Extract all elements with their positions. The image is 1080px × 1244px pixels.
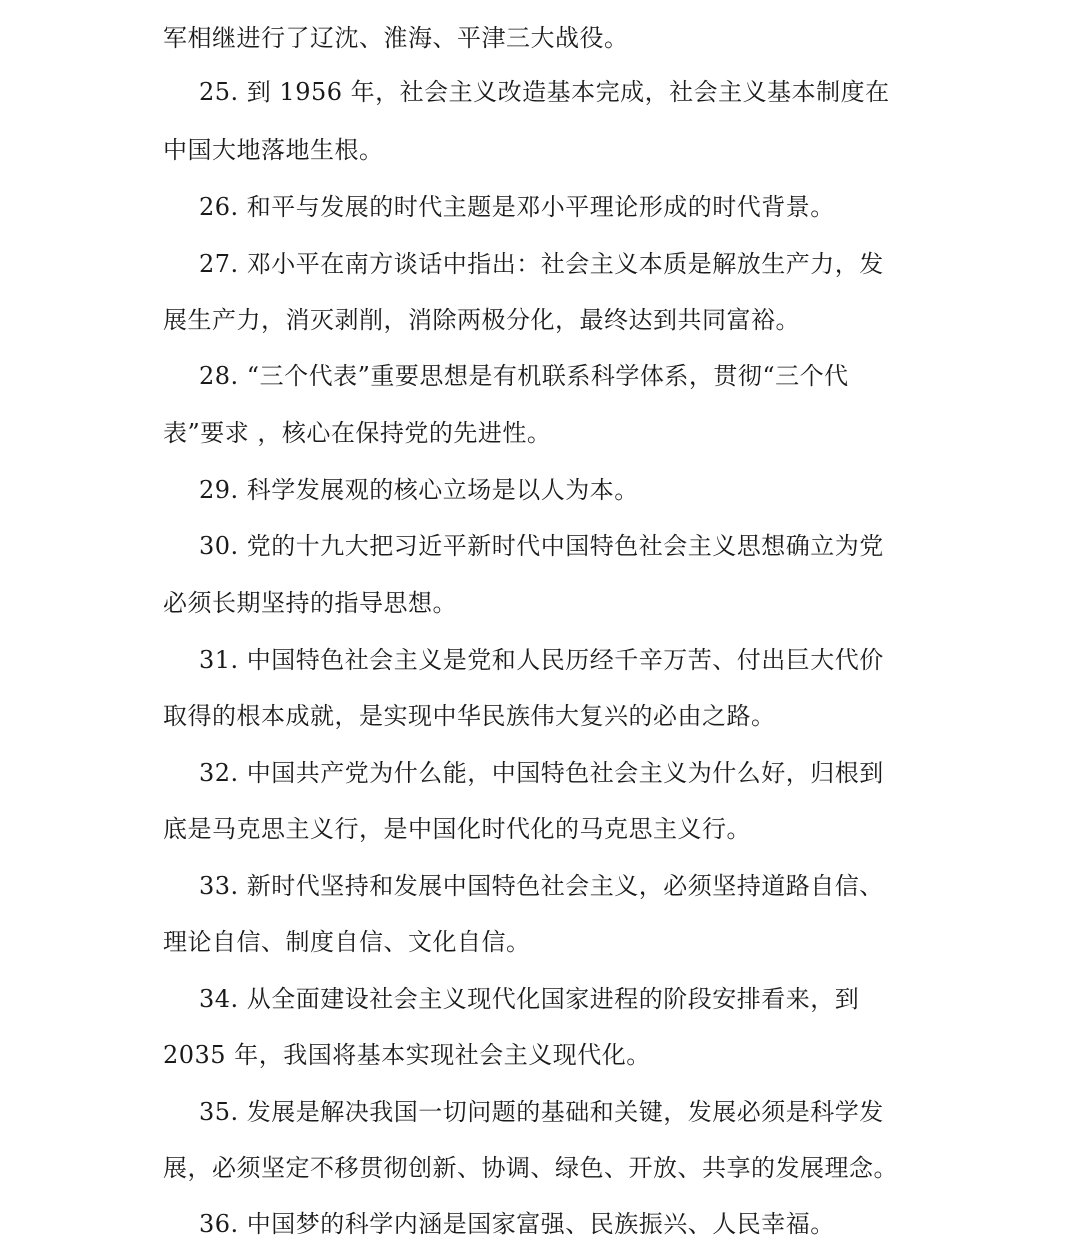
text-line: 34. 从全面建设社会主义现代化国家进程的阶段安排看来，到 (199, 985, 860, 1013)
text-line: 26. 和平与发展的时代主题是邓小平理论形成的时代背景。 (199, 193, 835, 221)
text-line: 2035 年，我国将基本实现社会主义现代化。 (163, 1041, 651, 1069)
text-line: 35. 发展是解决我国一切问题的基础和关键，发展必须是科学发 (199, 1098, 884, 1126)
text-line: 必须长期坚持的指导思想。 (163, 589, 457, 617)
text-line: 底是马克思主义行，是中国化时代化的马克思主义行。 (163, 815, 751, 843)
text-line: 理论自信、制度自信、文化自信。 (163, 928, 531, 956)
text-line: 表”要求 ，核心在保持党的先进性。 (163, 419, 552, 447)
text-line: 25. 到 1956 年，社会主义改造基本完成，社会主义基本制度在 (199, 78, 890, 106)
text-line: 32. 中国共产党为什么能，中国特色社会主义为什么好，归根到 (199, 759, 884, 787)
text-line: 展生产力，消灭剥削，消除两极分化，最终达到共同富裕。 (163, 306, 800, 334)
text-line: 28. “三个代表”重要思想是有机联系科学体系，贯彻“三个代 (199, 362, 849, 390)
text-line: 36. 中国梦的科学内涵是国家富强、民族振兴、人民幸福。 (199, 1210, 835, 1238)
text-line: 31. 中国特色社会主义是党和人民历经千辛万苦、付出巨大代价 (199, 646, 884, 674)
text-line: 展，必须坚定不移贯彻创新、协调、绿色、开放、共享的发展理念。 (163, 1154, 898, 1182)
text-line: 33. 新时代坚持和发展中国特色社会主义，必须坚持道路自信、 (199, 872, 884, 900)
text-line: 取得的根本成就，是实现中华民族伟大复兴的必由之路。 (163, 702, 776, 730)
text-line: 军相继进行了辽沈、淮海、平津三大战役。 (163, 24, 629, 52)
text-line: 27. 邓小平在南方谈话中指出：社会主义本质是解放生产力，发 (199, 250, 884, 278)
text-line: 29. 科学发展观的核心立场是以人为本。 (199, 476, 639, 504)
text-line: 30. 党的十九大把习近平新时代中国特色社会主义思想确立为党 (199, 532, 884, 560)
text-line: 中国大地落地生根。 (163, 136, 384, 164)
